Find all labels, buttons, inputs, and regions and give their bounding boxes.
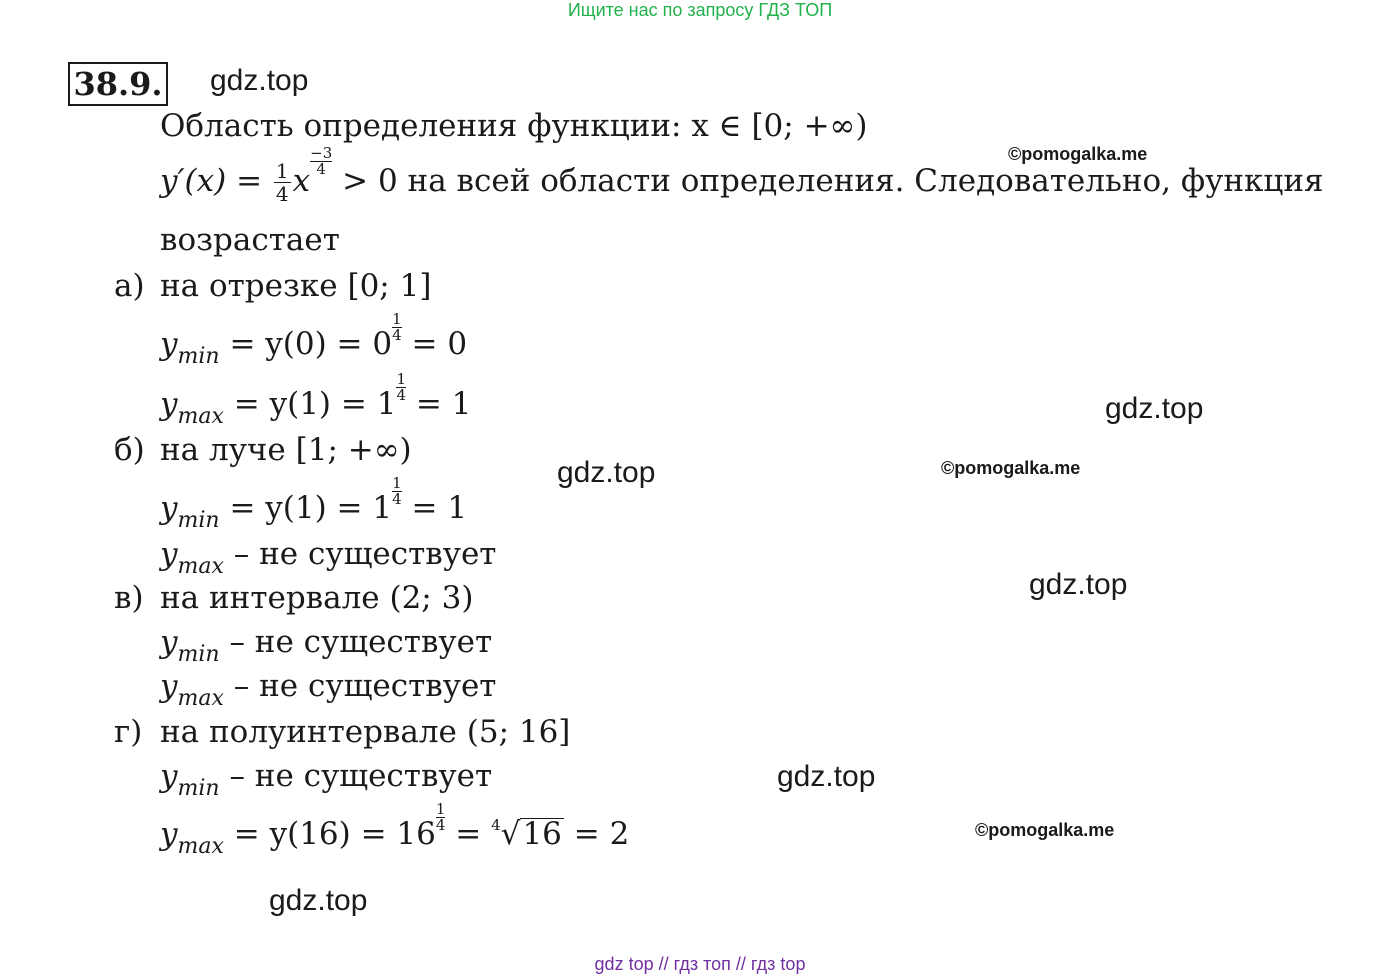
part-c-text: на интервале (2; 3) — [160, 580, 474, 616]
footer-links[interactable]: gdz top // гдз топ // гдз top — [594, 954, 806, 974]
part-a-text: на отрезке [0; 1] — [160, 268, 432, 304]
watermark: gdz.top — [210, 64, 309, 97]
part-c-max: $y_{max}$ – не существует — [160, 668, 497, 711]
part-b-label: б) — [114, 432, 145, 468]
derivative-lhs: y′(x) = — [160, 163, 263, 199]
top-banner[interactable]: Ищите нас по запросу ГДЗ ТОП — [567, 0, 833, 20]
part-b-text: на луче [1; +∞) — [160, 432, 412, 468]
part-a-max: $y_{max} = y(1) = 1$ $\frac{1}{4}$ = 1 — [160, 370, 472, 429]
part-b-max: $y_{max}$ – не существует — [160, 536, 497, 579]
watermark: gdz.top — [777, 760, 876, 793]
domain-line: Область определения функции: x ∈ [0; +∞) — [160, 108, 868, 144]
copyright-watermark: ©pomogalka.me — [975, 820, 1115, 840]
derivative-tail: > 0 на всей области определения. Следовательно, функция — [342, 163, 1324, 199]
exponent-neg-three-quarters: $\frac{-3}{4}$ — [310, 144, 333, 178]
problem-number: 38.9. — [68, 62, 168, 106]
copyright-watermark: ©pomogalka.me — [1008, 144, 1148, 164]
x-var: x — [292, 163, 311, 199]
part-b-min: $y_{min} = y(1) = 1$ $\frac{1}{4}$ = 1 — [160, 474, 468, 533]
watermark: gdz.top — [557, 456, 656, 489]
part-c-min: $y_{min}$ – не существует — [160, 624, 493, 667]
part-d-max: $y_{max} = y(16) = 16$ $\frac{1}{4}$ = $^4$√16 = 2 — [160, 800, 630, 859]
watermark: gdz.top — [1029, 568, 1128, 601]
part-c-label: в) — [114, 580, 144, 616]
increases-line: возрастает — [160, 222, 340, 258]
part-d-min: $y_{min}$ – не существует — [160, 758, 493, 801]
part-d-label: г) — [114, 714, 143, 750]
copyright-watermark: ©pomogalka.me — [941, 458, 1081, 478]
watermark: gdz.top — [269, 884, 368, 917]
watermark: gdz.top — [1105, 392, 1204, 425]
part-a-label: а) — [114, 268, 145, 304]
part-a-min: $y_{min} = y(0) = 0$ $\frac{1}{4}$ = 0 — [160, 310, 468, 369]
fraction-one-quarter: $\frac{1}{4}$ — [275, 159, 289, 206]
part-d-text: на полуинтервале (5; 16] — [160, 714, 571, 750]
